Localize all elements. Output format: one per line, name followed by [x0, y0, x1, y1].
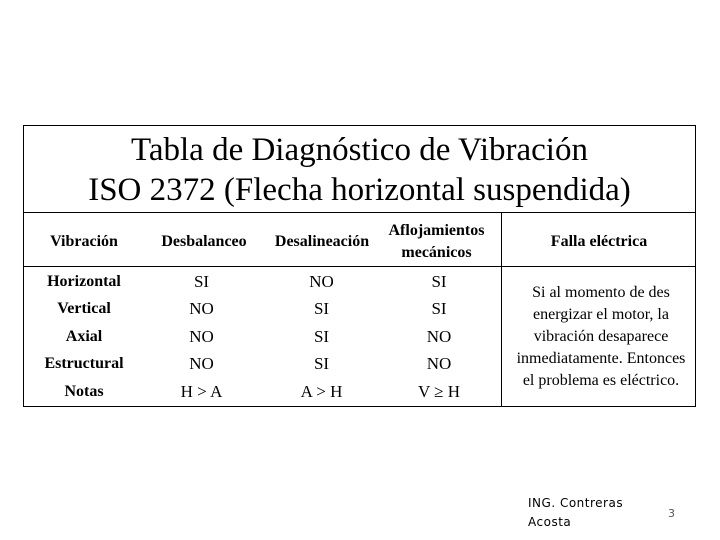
- row-label-axial: Axial: [65, 328, 103, 345]
- diagnostic-table: [23, 125, 696, 407]
- cell-axial-aflojamientos: NO: [426, 327, 452, 346]
- author-line-1: ING. Contreras: [528, 496, 624, 510]
- row-label-estructural: Estructural: [44, 355, 124, 372]
- cell-horizontal-desalineacion: NO: [309, 272, 334, 291]
- note-line-4: inmediatamente. Entonces: [516, 350, 686, 367]
- cell-vertical-desalineacion: SI: [313, 299, 330, 318]
- header-aflojamientos-2: mecánicos: [401, 244, 472, 261]
- cell-estructural-desalineacion: SI: [313, 354, 330, 373]
- row-label-vertical: Vertical: [57, 300, 111, 317]
- cell-horizontal-desbalanceo: SI: [193, 272, 210, 291]
- row-label-notas: Notas: [64, 383, 104, 400]
- header-vibracion: Vibración: [50, 233, 118, 250]
- header-falla-electrica: Falla eléctrica: [550, 233, 648, 250]
- header-aflojamientos-1: Aflojamientos: [388, 222, 485, 239]
- page-number: 3: [668, 507, 675, 520]
- author-line-2: Acosta: [528, 515, 572, 529]
- cell-estructural-aflojamientos: NO: [426, 354, 452, 373]
- note-line-2: energizar el motor, la: [533, 306, 669, 323]
- cell-vertical-aflojamientos: SI: [431, 299, 447, 318]
- header-divider: [24, 266, 695, 267]
- cell-estructural-desbalanceo: NO: [189, 354, 214, 373]
- cell-axial-desalineacion: SI: [313, 327, 330, 346]
- cell-notas-aflojamientos: V ≥ H: [417, 382, 461, 401]
- author-credit: [528, 494, 623, 532]
- cell-axial-desbalanceo: NO: [189, 327, 214, 346]
- row-label-horizontal: Horizontal: [47, 273, 121, 290]
- cell-notas-desbalanceo: H > A: [180, 382, 223, 401]
- falla-electrica-note: [501, 282, 701, 392]
- note-line-1: Si al momento de des: [532, 284, 670, 301]
- title-line-2: ISO 2372 (Flecha horizontal suspendida): [88, 172, 631, 208]
- note-line-3: vibración desaparece: [533, 328, 669, 345]
- cell-horizontal-aflojamientos: SI: [431, 272, 447, 291]
- cell-notas-desalineacion: A > H: [300, 382, 343, 401]
- cell-vertical-desbalanceo: NO: [189, 299, 214, 318]
- title-line-1: Tabla de Diagnóstico de Vibración: [131, 132, 588, 168]
- table-title: [24, 126, 695, 213]
- header-desbalanceo: Desbalanceo: [161, 233, 247, 250]
- note-line-5: el problema es eléctrico.: [522, 372, 680, 389]
- header-desalineacion: Desalineación: [274, 233, 370, 250]
